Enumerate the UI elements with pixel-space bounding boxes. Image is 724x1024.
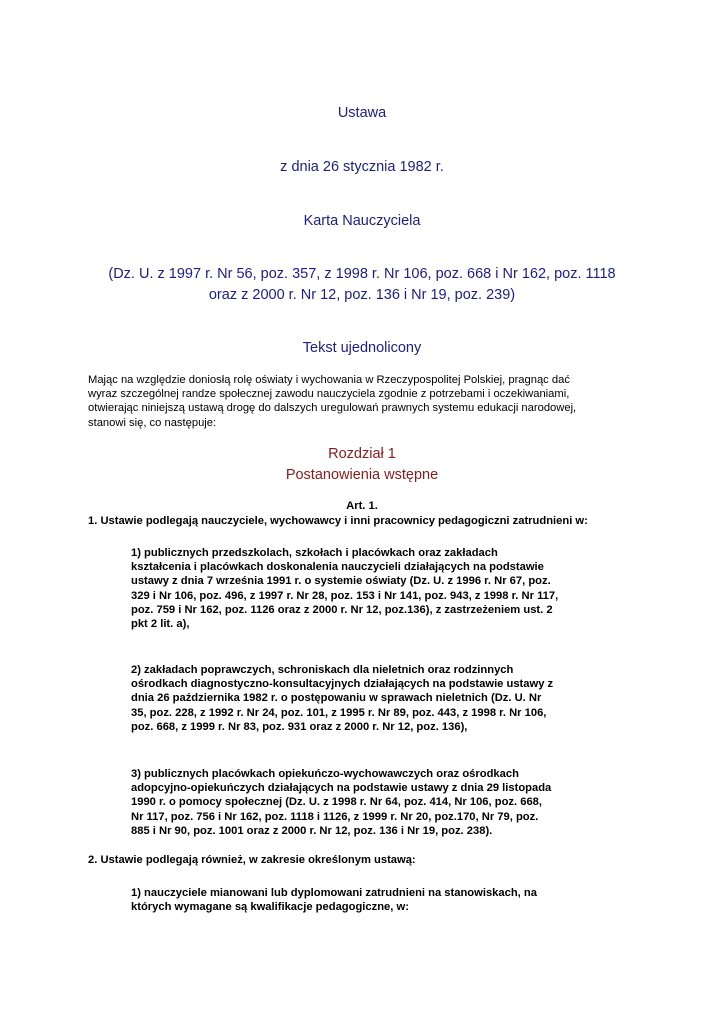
publication-line-1: (Dz. U. z 1997 r. Nr 56, poz. 357, z 1998 r. Nr 106, poz. 668 i Nr 162, poz. 1118 [108, 266, 616, 282]
article-item-1-1: 1) publicznych przedszkolach, szkołach i placówkach oraz zakładach kształcenia i placówkach doskonalenia nauczycieli działających na podstawie ustawy z dnia 7 września 1991 r. o systemie oświaty (Dz. U. z 1996 r. Nr 67, poz. 329 i Nr 106, poz. 496, z 1997 r. Nr 28, poz. 153 i Nr 141, poz. 943, z 1998 r. Nr 117, poz. 759 i Nr 162, poz. 1126 oraz z 2000 r. Nr 12, poz.136), z zastrzeżeniem ust. 2 pkt 2 lit. a), [131, 547, 559, 631]
article-item-1-2: 2) zakładach poprawczych, schroniskach dla nieletnich oraz rodzinnych ośrodkach diagnostyczno-konsultacyjnych działających na podstawie ustawy z dnia 26 października 1982 r. o postępowaniu w sprawach nieletnich (Dz. U. Nr 35, poz. 228, z 1992 r. Nr 24, poz. 101, z 1995 r. Nr 89, poz. 443, z 1998 r. Nr 106, poz. 668, z 1999 r. Nr 83, poz. 931 oraz z 2000 r. Nr 12, poz. 136), [131, 664, 554, 733]
article-paragraph-1: 1. Ustawie podlegają nauczyciele, wychowawcy i inni pracownicy pedagogiczni zatrudnieni w: [88, 515, 588, 527]
chapter-title: Postanowienia wstępne [285, 467, 439, 483]
article-title: Art. 1. [346, 500, 378, 512]
act-type-heading: Ustawa [337, 105, 387, 121]
article-item-1-3: 3) publicznych placówkach opiekuńczo-wychowawczych oraz ośrodkach adopcyjno-opiekuńczych działających na podstawie ustawy z dnia 29 listopada 1990 r. o pomocy społecznej (Dz. U. z 1998 r. Nr 64, poz. 414, Nr 106, poz. 668, Nr 117, poz. 756 i Nr 162, poz. 1118 i 1126, z 1999 r. Nr 20, poz.170, Nr 79, poz. 885 i Nr 90, poz. 1001 oraz z 2000 r. Nr 12, poz. 136 i Nr 19, poz. 238). [131, 768, 552, 837]
chapter-number: Rozdział 1 [328, 446, 396, 462]
act-title: Karta Nauczyciela [303, 213, 421, 229]
article-item-2-1: 1) nauczyciele mianowani lub dyplomowani zatrudnieni na stanowiskach, na których wymagane są kwalifikacje pedagogiczne, w: [131, 887, 537, 914]
preamble: Mając na względzie doniosłą rolę oświaty i wychowania w Rzeczypospolitej Polskiej, pragnąc dać wyraz szczególnej randze społecznej zawodu nauczyciela zgodnie z potrzebami i oczekiwaniami, otwierając niniejszą ustawą drogę do dalszych uregulowań prawnych systemu edukacji narodowej, stanowi się, co następuje: [88, 374, 577, 429]
article-paragraph-2: 2. Ustawie podlegają również, w zakresie określonym ustawą: [88, 854, 416, 866]
publication-line-2: oraz z 2000 r. Nr 12, poz. 136 i Nr 19, poz. 239) [208, 287, 516, 303]
chapter-heading [60, 444, 664, 486]
consolidated-text-label: Tekst ujednolicony [302, 340, 422, 356]
publication-reference [60, 264, 664, 306]
act-date: z dnia 26 stycznia 1982 r. [280, 159, 444, 175]
